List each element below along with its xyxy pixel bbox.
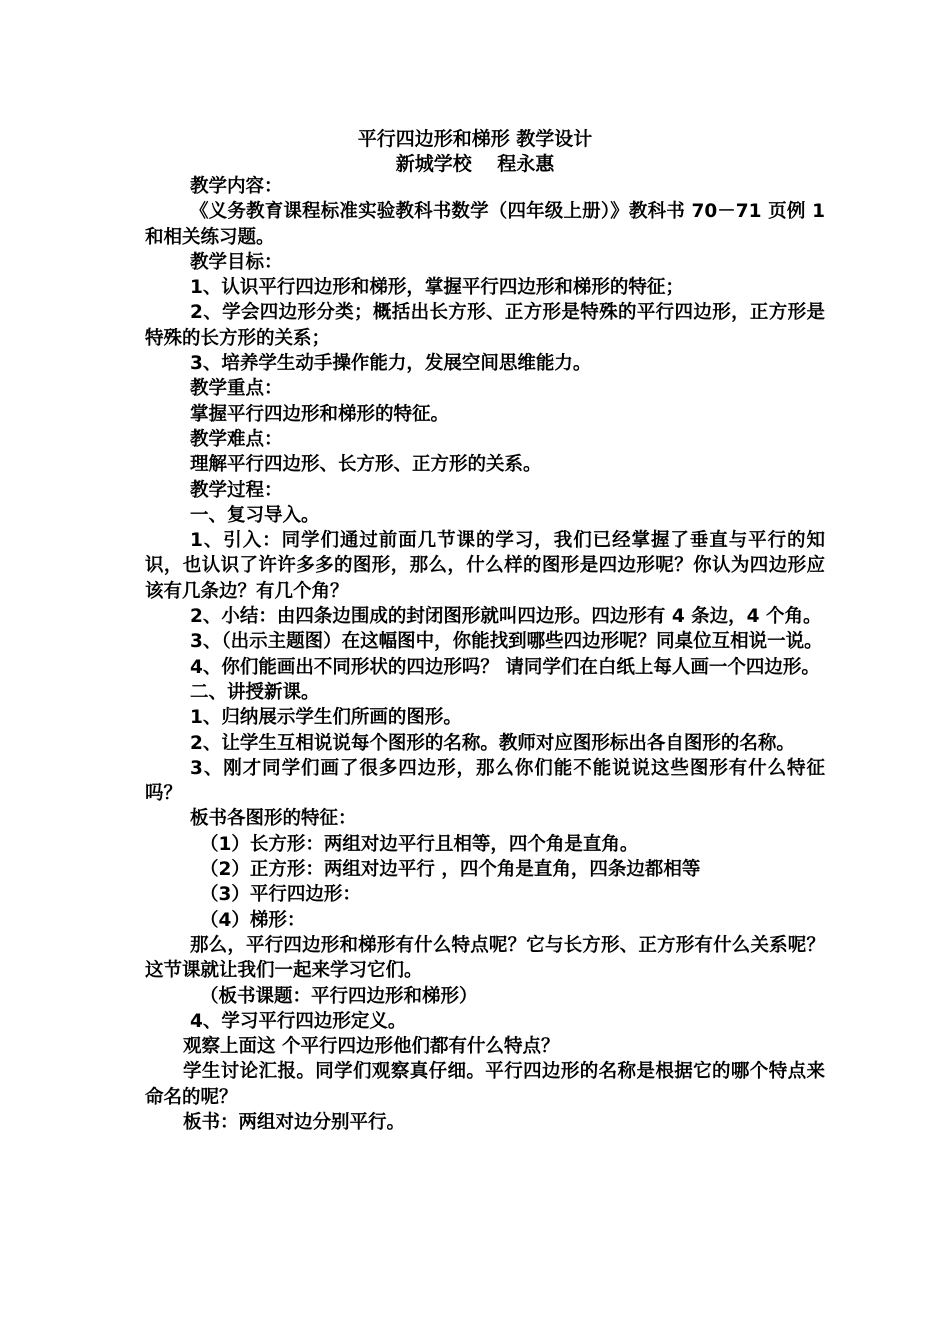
key-point-text: 掌握平行四边形和梯形的特征。 bbox=[190, 403, 450, 425]
section-review: 一、复习导入。 bbox=[190, 504, 320, 526]
lesson-step-2: 2、让学生互相说说每个图形的名称。教师对应图形标出各自图形的名称。 bbox=[190, 732, 795, 754]
paragraph-textbook: 《义务教育课程标准实验教科书数学（四年级上册）》教科书 70－71 页例 1 和相关练习题。 bbox=[145, 201, 825, 248]
feature-square: （2）正方形：两组对边平行 ，四个角是直角，四条边都相等 bbox=[200, 859, 701, 881]
document-subtitle: 新城学校 程永惠 bbox=[395, 153, 555, 175]
review-step-4: 4、你们能画出不同形状的四边形吗？ 请同学们在白纸上每人画一个四边形。 bbox=[190, 656, 820, 678]
board-definition: 板书：两组对边分别平行。 bbox=[183, 1111, 406, 1133]
observe-question: 观察上面这 个平行四边形他们都有什么特点？ bbox=[183, 1036, 560, 1058]
objective-1: 1、认识平行四边形和梯形，掌握平行四边形和梯形的特征； bbox=[190, 277, 684, 299]
heading-difficulties: 教学难点： bbox=[190, 428, 283, 450]
feature-parallelogram: （3）平行四边形： bbox=[200, 884, 361, 906]
student-discussion: 学生讨论汇报。同学们观察真仔细。平行四边形的名称是根据它的哪个特点来命名的呢？ bbox=[145, 1061, 825, 1108]
difficulty-text: 理解平行四边形、长方形、正方形的关系。 bbox=[190, 454, 542, 476]
heading-objectives: 教学目标： bbox=[190, 251, 283, 273]
section-new-lesson: 二、讲授新课。 bbox=[190, 681, 320, 703]
objective-3: 3、培养学生动手操作能力，发展空间思维能力。 bbox=[190, 353, 592, 375]
objective-2: 2、学会四边形分类；概括出长方形、正方形是特殊的平行四边形，正方形是特殊的长方形的关系； bbox=[145, 302, 825, 349]
board-topic: （板书课题：平行四边形和梯形） bbox=[200, 985, 478, 1007]
board-features-heading: 板书各图形的特征： bbox=[190, 808, 357, 830]
feature-rectangle: （1）长方形：两组对边平行且相等，四个角是直角。 bbox=[200, 833, 639, 855]
document-title: 平行四边形和梯形 教学设计 bbox=[357, 128, 593, 150]
transition-paragraph: 那么，平行四边形和梯形有什么特点呢？它与长方形、正方形有什么关系呢？这节课就让我们一起来学习它们。 bbox=[145, 934, 825, 982]
heading-content: 教学内容： bbox=[190, 176, 283, 197]
lesson-step-1: 1、归纳展示学生们所画的图形。 bbox=[190, 707, 462, 729]
feature-trapezoid: （4）梯形： bbox=[200, 909, 306, 931]
heading-key-points: 教学重点： bbox=[190, 378, 283, 400]
lesson-step-4: 4、学习平行四边形定义。 bbox=[190, 1010, 407, 1032]
review-step-3: 3、（出示主题图）在这幅图中，你能找到哪些四边形呢？同桌位互相说一说。 bbox=[190, 631, 823, 653]
document-body bbox=[145, 174, 825, 1135]
heading-process: 教学过程： bbox=[190, 479, 283, 501]
lesson-step-3: 3、刚才同学们画了很多四边形，那么你们能不能说说这些图形有什么特征吗？ bbox=[145, 757, 825, 805]
review-step-2: 2、小结：由四条边围成的封闭图形就叫四边形。四边形有 4 条边，4 个角。 bbox=[190, 606, 822, 628]
review-step-1: 1、引入：同学们通过前面几节课的学习，我们已经掌握了垂直与平行的知识，也认识了许许多多的图形，那么，什么样的图形是四边形呢？你认为四边形应该有几条边？有几个角？ bbox=[145, 530, 825, 602]
